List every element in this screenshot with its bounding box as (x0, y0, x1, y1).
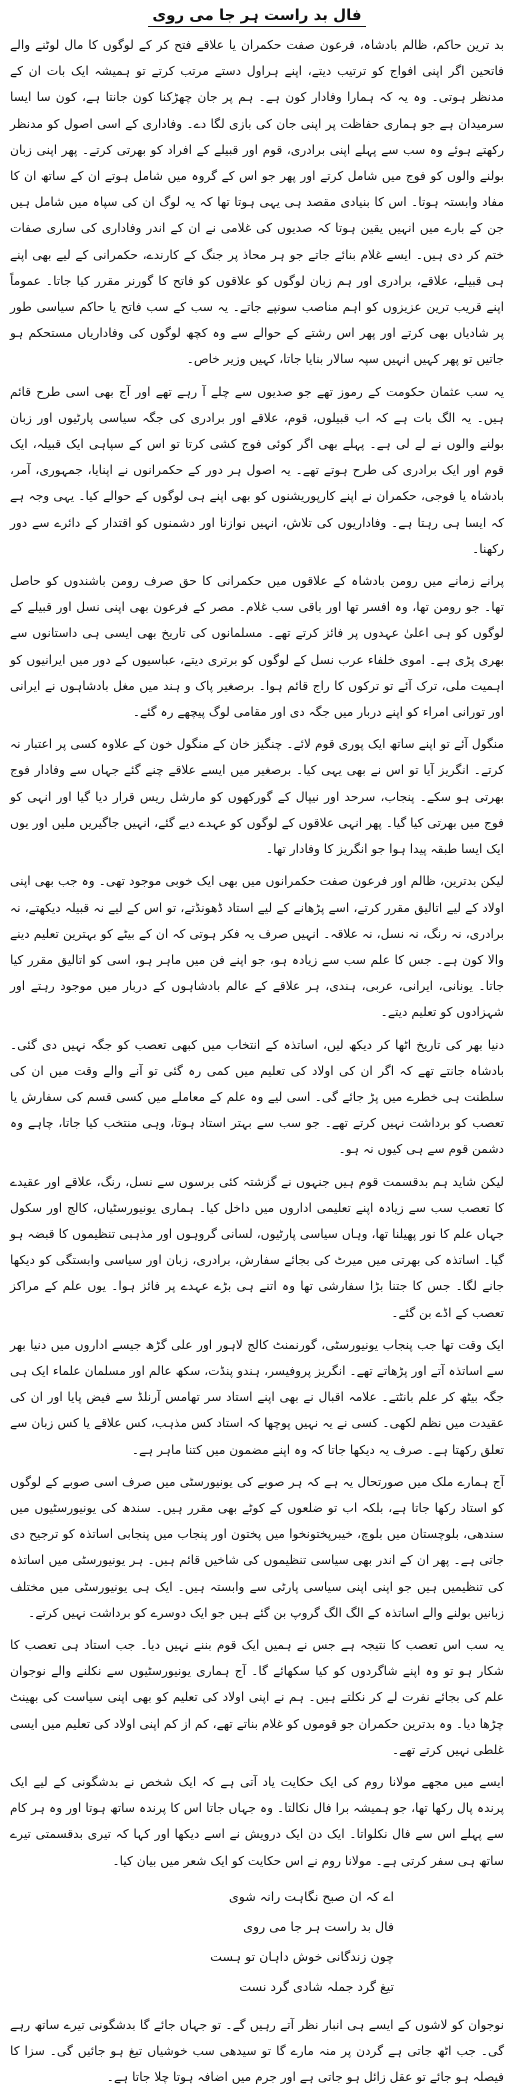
column-body (10, 32, 504, 2090)
paragraph: یہ سب اس تعصب کا نتیجہ ہے جس نے ہمیں ایک قوم بننے نہیں دیا۔ جب استاد ہی تعصب کا شکار ہو تو وہ اپنے شاگردوں کو کیا سکھائے گا۔ آج ہماری یونیورسٹیوں سے نکلنے والے نوجوان علم کی بجائے نفرت لے کر نکلتے ہیں۔ ہم نے اپنی اولاد کی تعلیم کو بھی اپنی سیاست کی بھینٹ چڑھا دیا۔ وہ بدترین حکمران جو قوموں کو غلام بناتے تھے، کم از کم اپنی اولاد کی تعلیم میں ایسی غلطی نہیں کرتے تھے۔ (10, 1637, 504, 1757)
paragraph: منگول آئے تو اپنے ساتھ ایک پوری قوم لائے۔ چنگیز خان کے منگول خون کے علاوہ کسی پر اعتبار نہ کرتے۔ انگریز آیا تو اس نے بھی یہی کیا۔ برصغیر میں ایسے علاقے چنے گئے جہاں سے وفادار فوج بھرتی ہو سکے۔ پنجاب، سرحد اور نیپال کے گورکھوں کو مارشل ریس قرار دیا گیا اور انہی کو فوج میں بھرتی کیا گیا۔ پھر انہی علاقوں کے لوگوں کو عہدے دیے گئے، انہیں جاگیریں ملیں اور یوں ایک ایسا طبقہ پیدا ہوا جو انگریز کا وفادار تھا۔ (10, 737, 504, 857)
poem-verses (10, 1882, 504, 2002)
paragraph: لیکن شاید ہم بدقسمت قوم ہیں جنہوں نے گزشتہ کئی برسوں سے نسل، رنگ، علاقے اور عقیدے کا تعصب سب سے زیادہ اپنے تعلیمی اداروں میں داخل کیا۔ ہماری یونیورسٹیاں، کالج اور سکول جہاں علم کا نور پھیلنا تھا، وہاں سیاسی پارٹیوں، لسانی گروہوں اور مذہبی تنظیموں کا قبضہ ہو گیا۔ اساتذہ کی بھرتی میں میرٹ کی بجائے سفارش، برادری، زبان اور سیاسی وابستگی کو دیکھا جانے لگا۔ جس کا جتنا بڑا سفارشی تھا وہ اتنے ہی بڑے عہدے پر فائز ہوا۔ یوں علم کے مراکز تعصب کے اڈے بن گئے۔ (10, 1174, 504, 1320)
paragraph: لیکن بدترین، ظالم اور فرعون صفت حکمرانوں میں بھی ایک خوبی موجود تھی۔ وہ جب بھی اپنی اولاد کے لیے اتالیق مقرر کرتے، اسے پڑھانے کے لیے استاد ڈھونڈتے، تو اس کے لیے نہ قبیلہ دیکھتے، نہ برادری، نہ رنگ، نہ نسل، نہ علاقہ۔ انہیں صرف یہ فکر ہوتی کہ ان کے بیٹے کو بہترین تعلیم دینے والا کون ہے۔ جس کا علم سب سے زیادہ ہو، جو اپنے فن میں ماہر ہو، اسی کو اتالیق مقرر کیا جاتا۔ یونانی، ایرانی، عربی، ہندی، ہر علاقے کے عالم بادشاہوں کے دربار میں موجود رہتے اور شہزادوں کو تعلیم دیتے۔ (10, 874, 504, 1020)
poem-line: تیغ گرد جملہ شادی گرد نست (239, 1978, 394, 1994)
closing-paragraph: نوجوان کو لاشوں کے ایسے ہی انبار نظر آتے رہیں گے۔ تو جہاں جائے گا بدشگونی تیرے ساتھ رہے گی۔ جب اٹھ جاتی ہے گردن پر منہ مارے گا تو سیدھی سب خوشیاں تیغ ہو جائیں گی۔ سزا کا فیصلہ ہو جائے تو عقل زائل ہو جاتی ہے اور جرم میں اضافہ ہوتا چلا جاتا ہے۔ (10, 2017, 504, 2085)
column-title-text: فال بد راست ہر جا می روی (148, 6, 365, 27)
paragraph: یہ سب عثمان حکومت کے رموز تھے جو صدیوں سے چلے آ رہے تھے اور آج بھی اسی طرح قائم ہیں۔ یہ الگ بات ہے کہ اب قبیلوں، قوم، علاقے اور برادری کی جگہ سیاسی پارٹیوں اور زبان بولنے والوں نے لے لی ہے۔ پہلے بھی اگر کوئی فوج کشی کرتا تو اس کے سپاہی ایک قبیلہ، ایک قوم اور ایک برادری کی طرح ہوتے تھے۔ یہ اصول ہر دور کے حکمرانوں نے اپنایا، جمہوری، آمر، بادشاہ یا فوجی، حکمران نے اپنے کارپوریشنوں کو بھی اپنے ہی لوگوں کے حوالے کیا۔ یہی وجہ ہے کہ ایسا ہی رہتا ہے۔ وفاداریوں کی تلاش، انہیں نوازنا اور دشمنوں کو اقتدار کے دائرے سے دور رکھنا۔ (10, 384, 504, 556)
paragraph: بد ترین حاکم، ظالم بادشاہ، فرعون صفت حکمران یا علاقے فتح کر کے لوگوں کا مال لوٹنے والے فاتحین اگر اپنی افواج کو ترتیب دیتے، اپنے ہراول دستے مرتب کرتے تو ہمیشہ ایک بات ان کے مدنظر ہوتی۔ وہ یہ کہ ہمارا وفادار کون ہے۔ ہم پر جان چھڑکنا کون جانتا ہے، کون سا ایسا سرمیدان ہے جو ہماری حفاظت پر اپنی جان کی بازی لگا دے۔ وفاداری کے اسی اصول کو مدنظر رکھتے ہوئے وہ سب سے پہلے اپنی برادری، قوم اور قبیلے کے افراد کو بھرتی کرتے۔ پھر اپنی زبان بولنے والوں کو فوج میں شامل کرتے اور پھر جو اس کے گروہ میں شامل ہوتے ان کے ساتھ ان کا مفاد وابستہ ہوتا۔ اس کا بنیادی مقصد ہی یہی ہوتا تھا کہ یہ لوگ ان کی سپاہ میں شامل ہیں جن کے بارے میں انہیں یقین ہوتا کہ صدیوں کی غلامی نے ان کے اندر وفاداری کی ساری صفات ختم کر دی ہیں۔ ایسے غلام بنائے جاتے جو ہر محاذ پر جنگ کے کارندے، حکمرانی کے لیے بھی اپنے ہی قبیلے، علاقے، برادری اور ہم زبان لوگوں کو علاقوں کو فاتح کا گورنر مقرر کیا جاتا۔ عموماً اپنے قریب ترین عزیزوں کو اہم مناصب سونپے جاتے۔ یہ سب کے سب فاتح یا حاکم سیاسی طور پر شادیاں بھی کرتے اور پھر اس رشتے کے حوالے سے وہ کچھ لوگوں کی وفاداریاں مستحکم ہو جاتیں تو پھر کہیں انہیں سپہ سالار بنایا جاتا، کہیں وزیر خاص۔ (10, 38, 504, 367)
column-title (10, 6, 504, 26)
poem-line: اے کہ ان صبح نگاہت رانہ شوی (228, 1888, 394, 1904)
paragraph: ایک وقت تھا جب پنجاب یونیورسٹی، گورنمنٹ کالج لاہور اور علی گڑھ جیسے اداروں میں دنیا بھر سے اساتذہ آتے اور پڑھاتے تھے۔ انگریز پروفیسر، ہندو پنڈت، سکھ عالم اور مسلمان علماء ایک ہی جگہ بیٹھ کر علم بانٹتے۔ علامہ اقبال نے بھی اپنے استاد سر تھامس آرنلڈ سے فیض پایا اور ان کی عقیدت میں نظم لکھی۔ کسی نے یہ نہیں پوچھا کہ استاد کس مذہب، کس علاقے یا کس زبان سے تعلق رکھتا ہے۔ صرف یہ دیکھا جاتا کہ وہ اپنے مضمون میں کتنا ماہر ہے۔ (10, 1337, 504, 1457)
poem-line: فال بد راست ہر جا می روی (243, 1918, 394, 1934)
paragraph: آج ہمارے ملک میں صورتحال یہ ہے کہ ہر صوبے کی یونیورسٹی میں صرف اسی صوبے کے لوگوں کو استاد رکھا جاتا ہے، بلکہ اب تو ضلعوں کے کوٹے بھی مقرر ہیں۔ سندھ کی یونیورسٹیوں میں سندھی، بلوچستان میں بلوچ، خیبرپختونخوا میں پختون اور پنجاب میں پنجابی اساتذہ کو ترجیح دی جاتی ہے۔ پھر ان کے اندر بھی سیاسی تنظیموں کی شاخیں قائم ہیں۔ ہر یونیورسٹی میں اساتذہ کی تنظیمیں ہیں جو اپنی اپنی سیاسی پارٹی سے وابستہ ہیں۔ ایک ہی یونیورسٹی میں مختلف زبانیں بولنے والے اساتذہ کے الگ الگ گروپ بن گئے ہیں جو ایک دوسرے کو برداشت نہیں کرتے۔ (10, 1474, 504, 1620)
paragraph: دنیا بھر کی تاریخ اٹھا کر دیکھ لیں، اساتذہ کے انتخاب میں کبھی تعصب کو جگہ نہیں دی گئی۔ بادشاہ جانتے تھے کہ اگر ان کی اولاد کی تعلیم میں کمی رہ گئی تو آنے والے وقت میں ان کی سلطنت ہی خطرے میں پڑ جائے گی۔ اسی لیے وہ علم کے معاملے میں کسی قسم کی سفارش یا تعصب کو برداشت نہیں کرتے تھے۔ جو سب سے بہتر استاد ہوتا، وہی منتخب کیا جاتا، چاہے وہ دشمن قوم سے ہی کیوں نہ ہو۔ (10, 1037, 504, 1157)
paragraph: ایسے میں مجھے مولانا روم کی ایک حکایت یاد آتی ہے کہ ایک شخص نے بدشگونی کے لیے ایک پرندہ پال رکھا تھا، جو ہمیشہ برا فال نکالتا۔ وہ جہاں جاتا اس کا پرندہ ساتھ ہوتا اور وہ ہر کام سے پہلے اس سے فال نکلواتا۔ ایک دن ایک درویش نے اسے دیکھا اور کہا کہ تیری بدقسمتی تیرے ساتھ ہی سفر کرتی ہے۔ مولانا روم نے اس حکایت کو ایک شعر میں بیان کیا۔ (10, 1775, 504, 1868)
paragraph: پرانے زمانے میں رومن بادشاہ کے علاقوں میں حکمرانی کا حق صرف رومن باشندوں کو حاصل تھا۔ جو رومن تھا، وہ افسر تھا اور باقی سب غلام۔ مصر کے فرعون بھی اپنی نسل اور قبیلے کے لوگوں کو ہی اعلیٰ عہدوں پر فائز کرتے تھے۔ مسلمانوں کی تاریخ بھی ایسی ہی داستانوں سے بھری پڑی ہے۔ اموی خلفاء عرب نسل کے لوگوں کو برتری دیتے، عباسیوں کے دور میں ایرانیوں کو اہمیت ملی، ترک آئے تو ترکوں کا راج قائم ہوا۔ برصغیر پاک و ہند میں مغل بادشاہوں نے ایرانی اور تورانی امراء کو اپنے دربار میں جگہ دی اور مقامی لوگ پیچھے رہ گئے۔ (10, 574, 504, 720)
poem-line: چون زندگانی خوش داہان تو ہست (210, 1948, 394, 1964)
